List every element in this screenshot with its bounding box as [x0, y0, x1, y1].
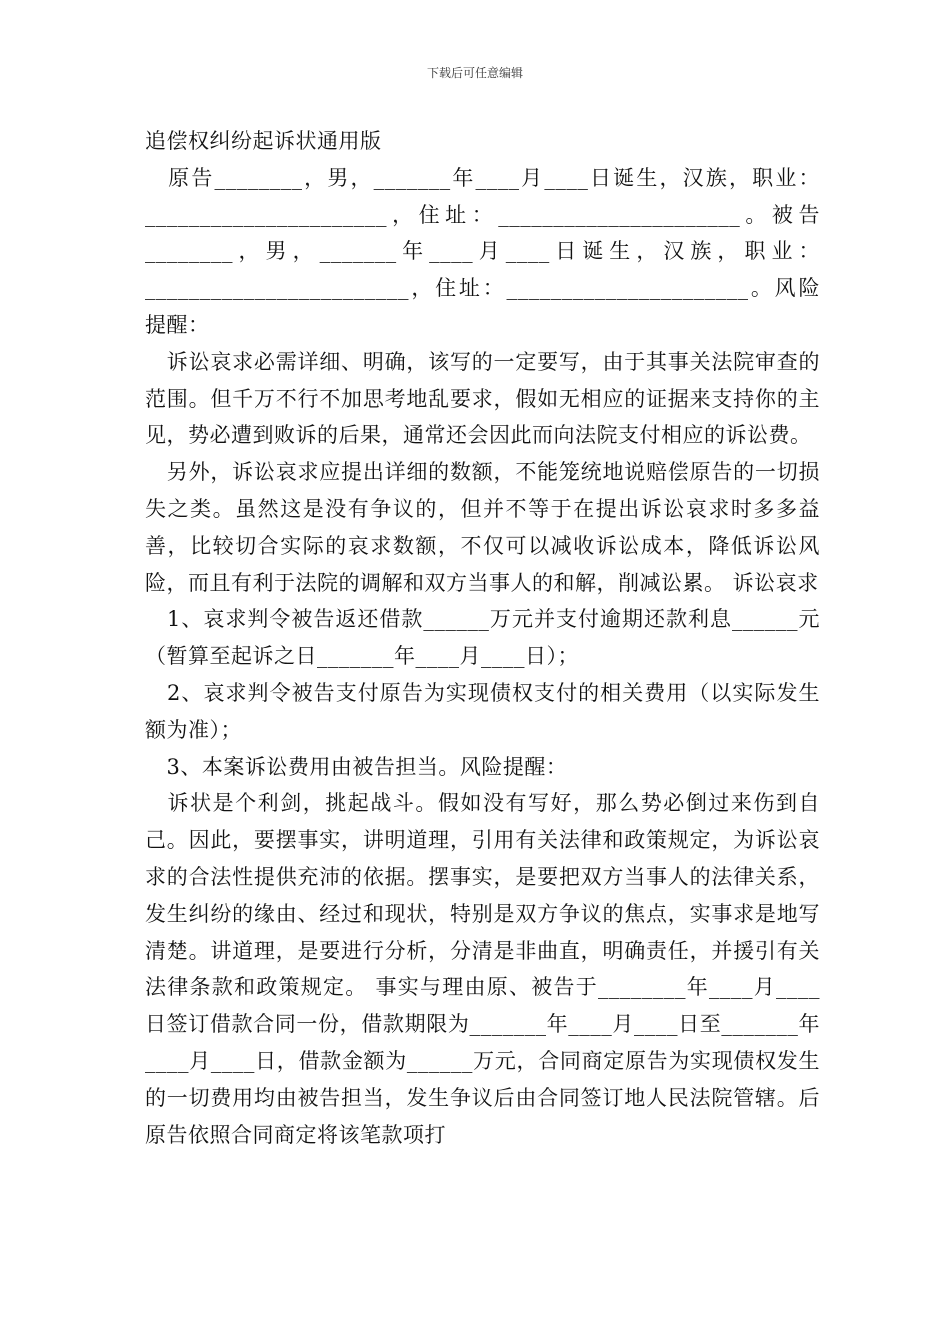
page-header: 下载后可任意编辑: [426, 66, 523, 80]
document-body: [145, 123, 820, 1153]
paragraph-risk-note-2: 另外，诉讼哀求应提出详细的数额，不能笼统地说赔偿原告的一切损失之类。虽然这是没有争议的，但并不等于在提出诉讼哀求时多多益善，比较切合实际的哀求数额，不仅可以减收诉讼成本，降低诉讼风险，而且有利于法院的调解和双方当事人的和解，削减讼累。 诉讼哀求: [145, 460, 820, 595]
paragraph-parties: 原告________，男，_______年____月____日诞生，汉族，职业：______________________，住址：______________________。被告________，男，_______年____月____日诞生，汉族，职业：________________________，住址：______________________。风险提醒：: [145, 165, 820, 337]
paragraph-claim-3: 3、本案诉讼费用由被告担当。风险提醒：: [145, 754, 568, 779]
paragraph-claim-1: 1、哀求判令被告返还借款______万元并支付逾期还款利息______元（暂算至起诉之日_______年____月____日）；: [145, 607, 820, 669]
paragraph-risk-note-1: 诉讼哀求必需详细、明确，该写的一定要写，由于其事关法院审查的范围。但千万不行不加思考地乱要求，假如无相应的证据来支持你的主见，势必遭到败诉的后果，通常还会因此而向法院支付相应的诉讼费。: [145, 349, 820, 448]
paragraph-facts: 诉状是个利剑，挑起战斗。假如没有写好，那么势必倒过来伤到自己。因此，要摆事实，讲明道理，引用有关法律和政策规定，为诉讼哀求的合法性提供充沛的依据。摆事实，是要把双方当事人的法律关系，发生纠纷的缘由、经过和现状，特别是双方争议的焦点，实事求是地写清楚。讲道理，是要进行分析，分清是非曲直，明确责任，并援引有关法律条款和政策规定。 事实与理由原、被告于________年____月____日签订借款合同一份，借款期限为_______年____月____日至_______年____月____日，借款金额为______万元，合同商定原告为实现债权发生的一切费用均由被告担当，发生争议后由合同签订地人民法院管辖。后原告依照合同商定将该笔款项打: [145, 791, 820, 1147]
document-title: 追偿权纠纷起诉状通用版: [145, 129, 382, 153]
paragraph-claim-2: 2、哀求判令被告支付原告为实现债权支付的相关费用（以实际发生额为准）；: [145, 680, 820, 742]
